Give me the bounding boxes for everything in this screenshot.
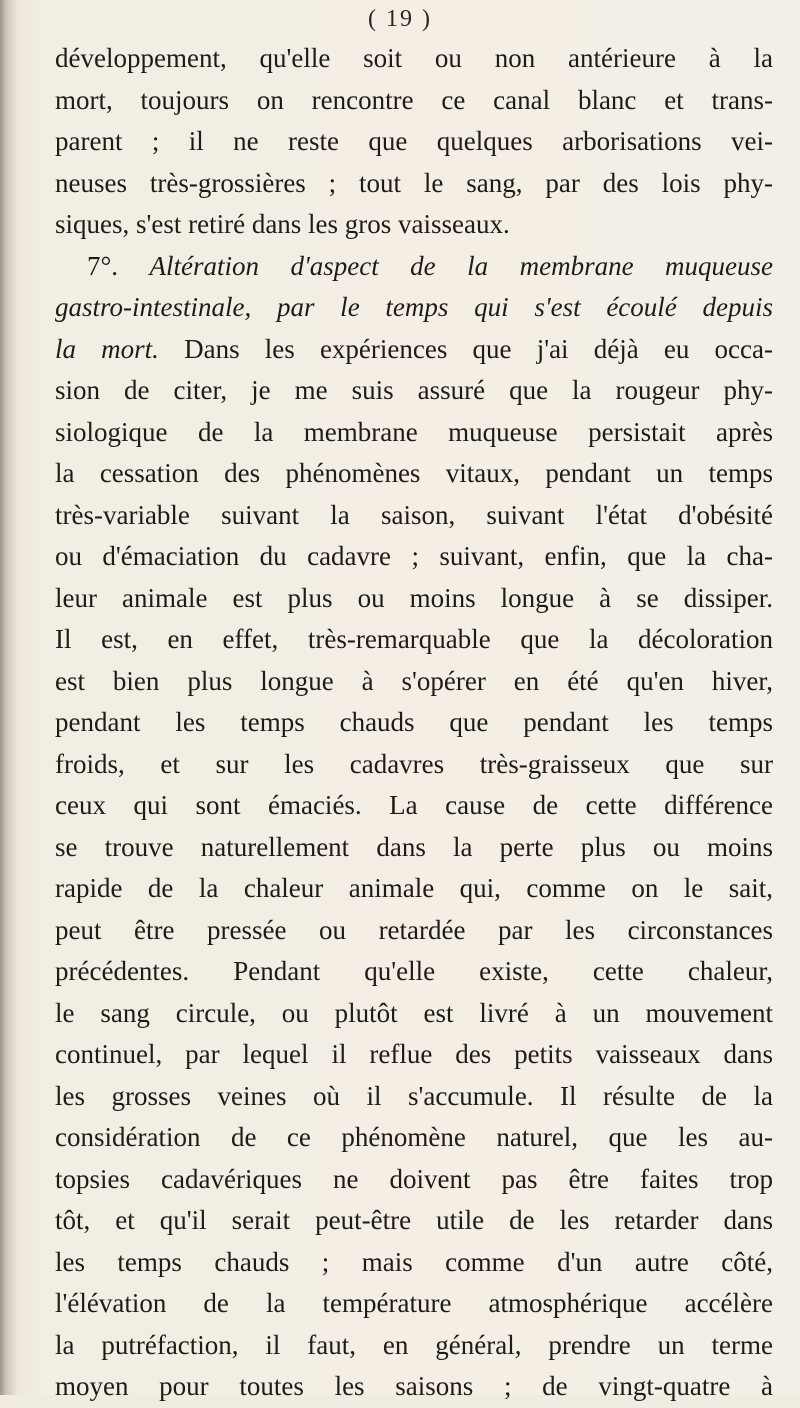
page-spine-shadow [0,0,16,1395]
text-line: se trouve naturellement dans la perte plus ou moins [55,831,773,862]
text-line: neuses très-grossières ; tout le sang, par des lois phy- [55,167,773,198]
text-line: l'élévation de la température atmosphérique accélère [55,1288,773,1318]
section-heading: Altération d'aspect de la membrane muqueuse [149,250,773,281]
text-line: la mort. Dans les expériences que j'ai déjà eu occa- [55,333,773,364]
text-line: siologique de la membrane muqueuse persistait après [55,416,773,447]
text-line: ceux qui sont émaciés. La cause de cette différence [55,790,773,820]
text-line: les temps chauds ; mais comme d'un autre côté, [55,1246,773,1277]
section-heading-line: 7°. Altération d'aspect de la membrane muqueuse [87,250,773,281]
text-line: développement, qu'elle soit ou non antérieure à la [55,43,773,73]
text-line: la cessation des phénomènes vitaux, pendant un temps [55,458,773,488]
text-line: ou d'émaciation du cadavre ; suivant, enfin, que la cha- [55,541,773,571]
section-heading: la mort. [55,333,159,364]
text-line: moyen pour toutes les saisons ; de vingt-quatre à [55,1371,773,1401]
text-line: parent ; il ne reste que quelques arborisations vei- [55,126,773,156]
page-number: ( 19 ) [368,6,432,32]
text-line: précédentes. Pendant qu'elle existe, cette chaleur, [55,956,773,986]
text-line: sion de citer, je me suis assuré que la rougeur phy- [55,375,773,405]
text-line: mort, toujours on rencontre ce canal blanc et trans- [55,84,773,115]
text-line: rapide de la chaleur animale qui, comme on le sait, [55,873,773,903]
text-line: est bien plus longue à s'opérer en été qu'en hiver, [55,665,773,696]
text-line: peut être pressée ou retardée par les circonstances [55,914,773,945]
text-line: continuel, par lequel il reflue des petits vaisseaux dans [55,1039,773,1069]
text-line: topsies cadavériques ne doivent pas être faites trop [55,1163,773,1194]
text-line: les grosses veines où il s'accumule. Il résulte de la [55,1080,773,1111]
section-heading-line [55,287,773,329]
text-line: Il est, en effet, très-remarquable que la décoloration [55,624,773,654]
body-text [55,38,773,1408]
text-line: siques, s'est retiré dans les gros vaisseaux. [55,209,510,239]
text-line: le sang circule, ou plutôt est livré à un mouvement [55,997,773,1028]
text-line: la putréfaction, il faut, en général, prendre un terme [55,1329,773,1360]
text-line: leur animale est plus ou moins longue à se dissiper. [55,582,773,613]
text-line: froids, et sur les cadavres très-graisseux que sur [55,748,773,779]
text-line: très-variable suivant la saison, suivant l'état d'obésité [55,499,773,530]
text-line: pendant les temps chauds que pendant les temps [55,707,773,737]
text-line: tôt, et qu'il serait peut-être utile de les retarder dans [55,1205,773,1235]
text-line: considération de ce phénomène naturel, que les au- [55,1122,773,1152]
section-heading: gastro-intestinale, par le temps qui s'est écoulé depuis [55,292,773,322]
